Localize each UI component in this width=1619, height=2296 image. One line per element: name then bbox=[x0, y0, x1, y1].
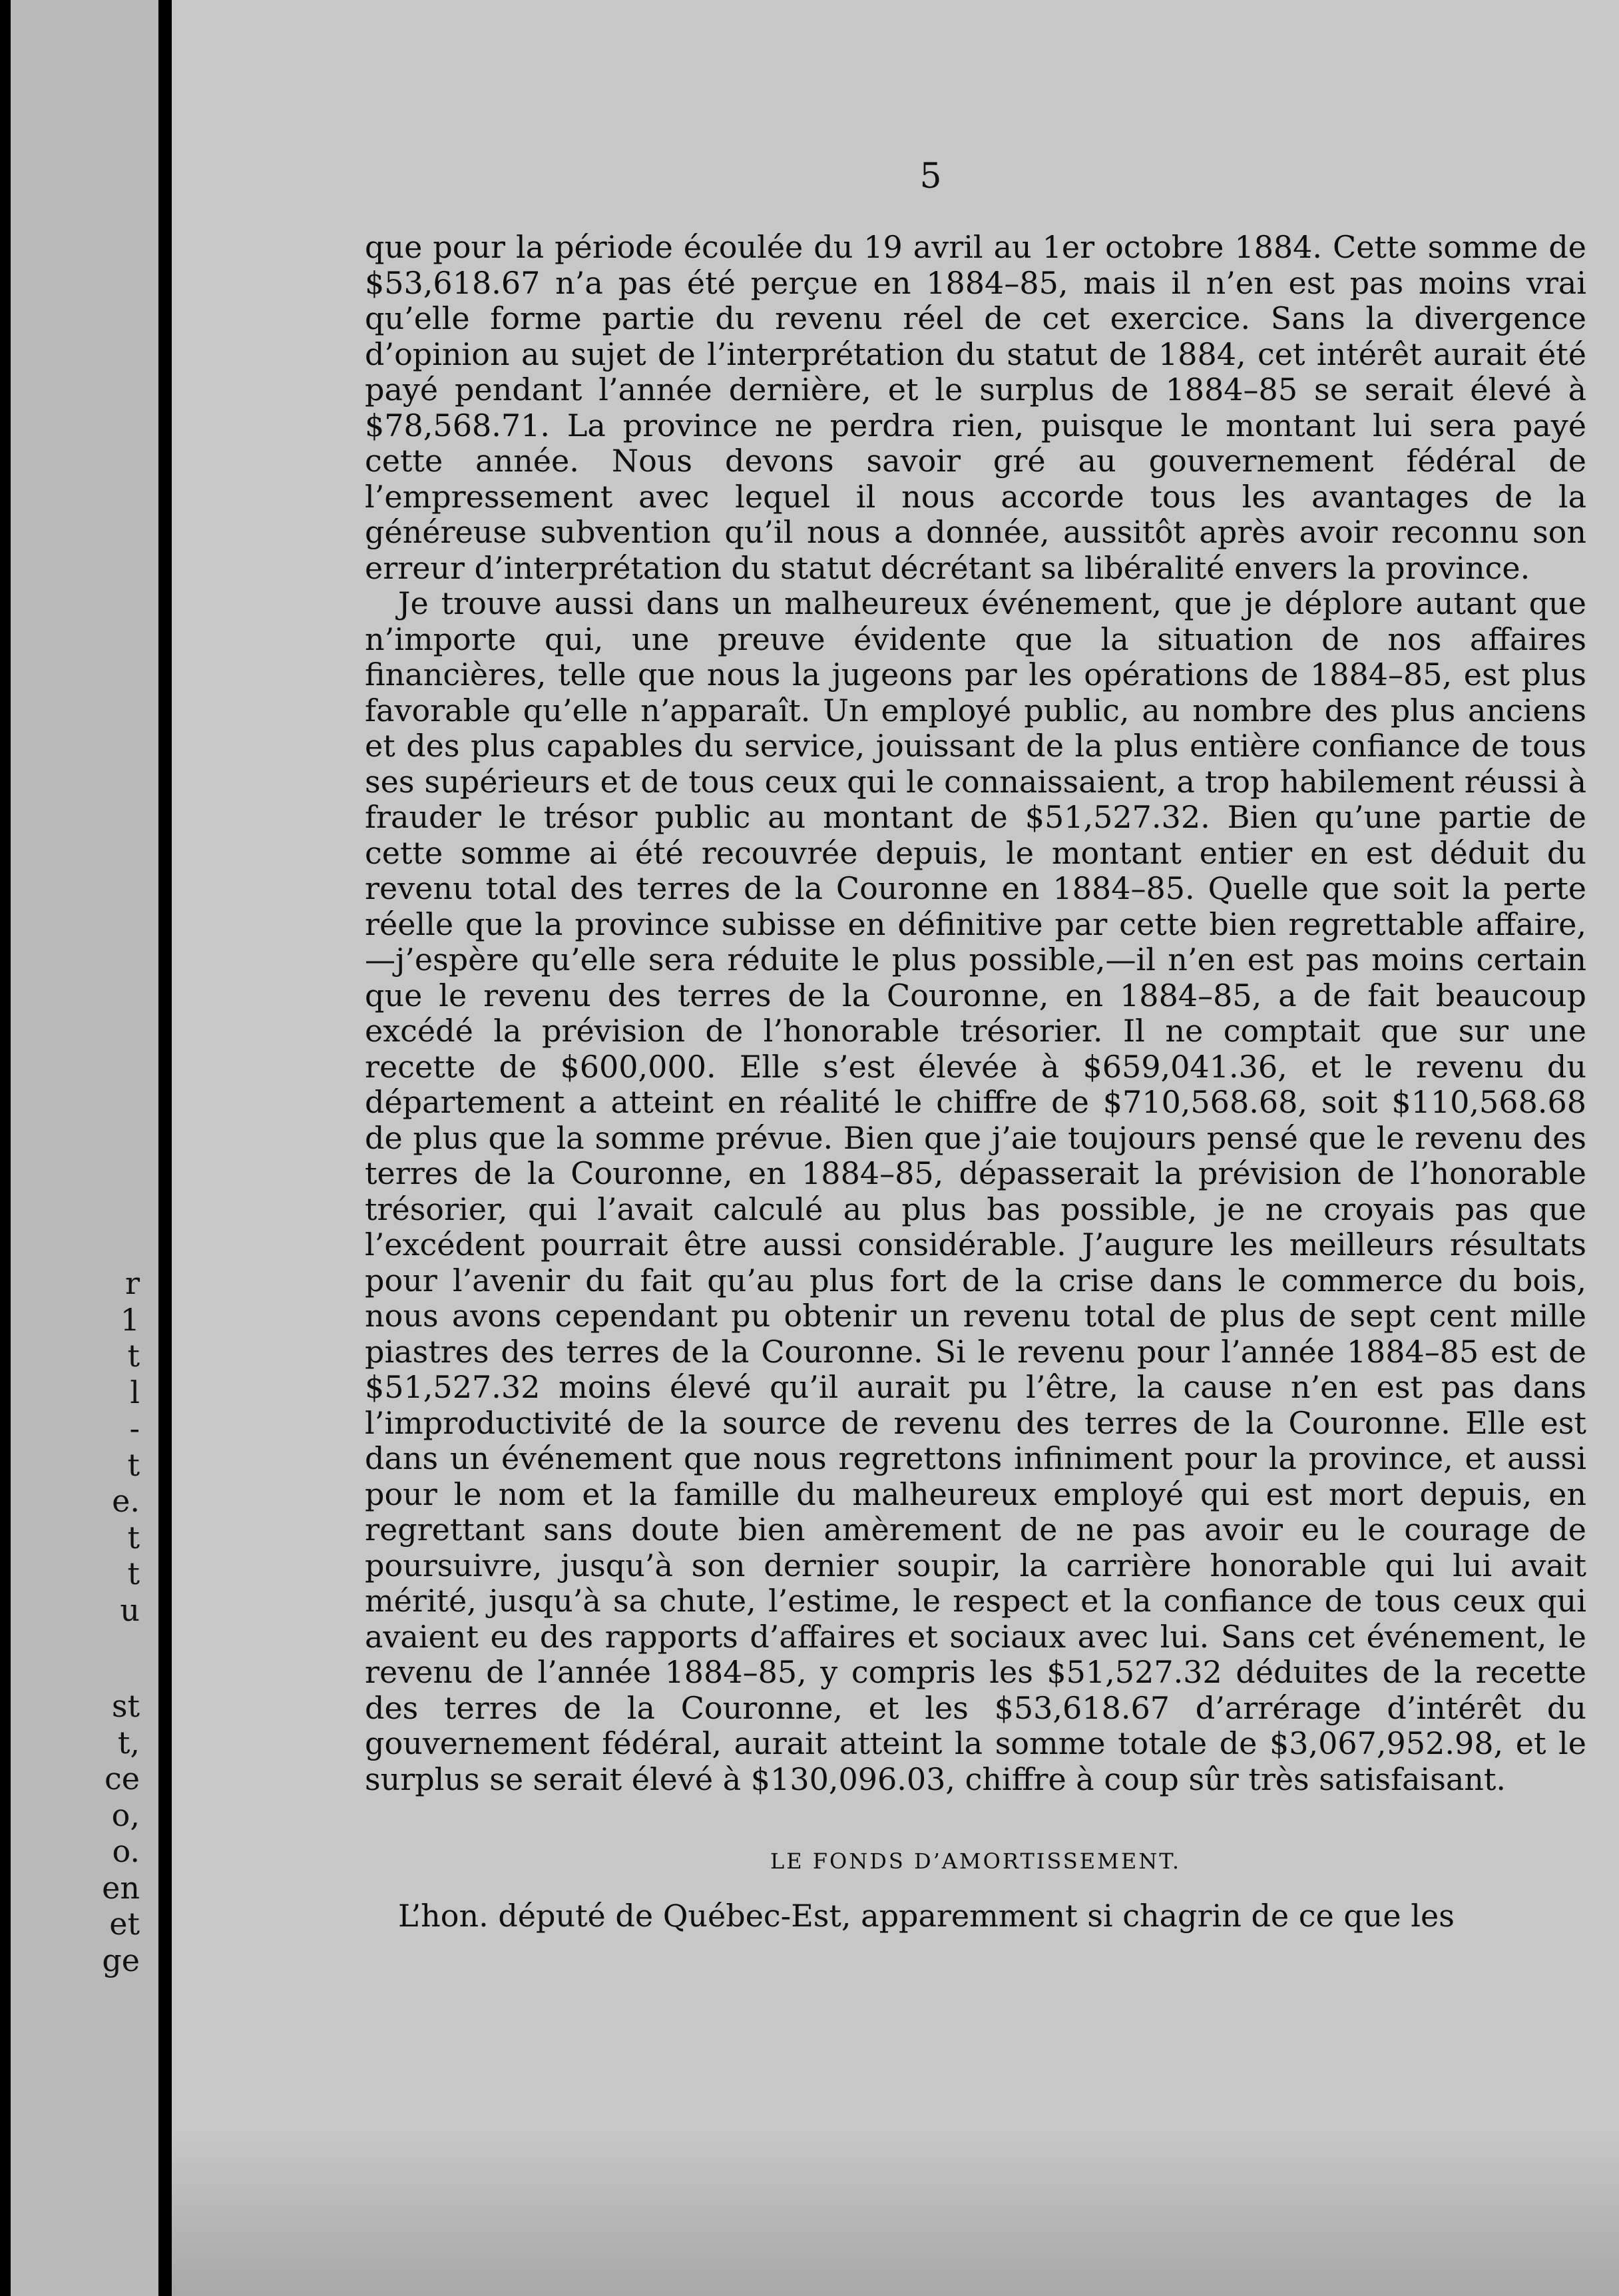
fragment: o, bbox=[111, 1797, 140, 1833]
fragment: t bbox=[127, 1519, 140, 1556]
fragment: t bbox=[127, 1338, 140, 1374]
page-number: 5 bbox=[919, 156, 942, 196]
fragment: e. bbox=[112, 1483, 140, 1519]
page-gutter bbox=[158, 0, 172, 2296]
fragment: ge bbox=[102, 1942, 140, 1978]
fragment: - bbox=[129, 1410, 140, 1446]
fragment-gap bbox=[12, 1628, 140, 1688]
fragment: t, bbox=[117, 1724, 140, 1761]
body-text bbox=[365, 230, 1586, 1934]
page-bottom-shadow bbox=[172, 2130, 1619, 2296]
paragraph-continued: que pour la période écoulée du 19 avril au 1er octobre 1884. Cette somme de $53,618.67 n’a pas été perçue en 1884–85, mais il n’en est pas moins vrai qu’elle forme partie du revenu réel de cet exercice. Sans la divergence d’opinion au sujet de l’interprétation du statut de 1884, cet intérêt aurait été payé pendant l’année dernière, et le surplus de 1884–85 se serait élevé à $78,568.71. La province ne perdra rien, puisque le montant lui sera payé cette année. Nous devons savoir gré au gouvernement fédéral de l’empressement avec lequel il nous accorde tous les avantages de la généreuse subvention qu’il nous a donnée, aussitôt après avoir reconnu son erreur d’interprétation du statut décrétant sa libéralité envers la province. bbox=[365, 229, 1586, 586]
previous-page-strip bbox=[0, 0, 158, 2296]
fragment: l bbox=[130, 1374, 140, 1410]
fragment: 1 bbox=[120, 1301, 140, 1338]
previous-page-fragments bbox=[12, 1265, 152, 1978]
paragraph: Je trouve aussi dans un malheureux événement, que je déplore autant que n’importe qui, une preuve évidente que la situation de nos affaires financières, telle que nous la jugeons par les opérations de 1884–85, est plus favorable qu’elle n’apparaît. Un employé public, au nombre des plus anciens et des plus capables du service, jouissant de la plus entière confiance de tous ses supérieurs et de tous ceux qui le connaissaient, a trop habilement réussi à frauder le trésor public au montant de $51,527.32. Bien qu’une partie de cette somme ai été recouvrée depuis, le montant entier en est déduit du revenu total des terres de la Couronne en 1884–85. Quelle que soit la perte réelle que la province subisse en définitive par cette bien regrettable affaire,—j’espère qu’elle sera réduite le plus possible,—il n’en est pas moins certain que le revenu des terres de la Couronne, en 1884–85, a de fait beaucoup excédé la prévision de l’honorable trésorier. Il ne comptait que sur une recette de $600,000. Elle s’est élevée à $659,041.36, et le revenu du département a atteint en réalité le chiffre de $710,568.68, soit $110,568.68 de plus que la somme prévue. Bien que j’aie toujours pensé que le revenu des terres de la Couronne, en 1884–85, dépasserait la prévision de l’honorable trésorier, qui l’avait calculé au plus bas possible, je ne croyais pas que l’excédent pourrait être aussi considérable. J’augure les meilleurs résultats pour l’avenir du fait qu’au plus fort de la crise dans le commerce du bois, nous avons cependant pu obtenir un revenu total de plus de sept cent mille piastres des terres de la Couronne. Si le revenu pour l’année 1884–85 est de $51,527.32 moins élevé qu’il aurait pu l’être, la cause n’en est pas dans l’improductivité de la source de revenu des terres de la Couronne. Elle est dans un événement que nous regrettons infiniment pour la province, et aussi pour le nom et la famille du malheureux employé qui est mort depuis, en regrettant sans doute bien amèrement de ne pas avoir eu le courage de poursuivre, jusqu’à son dernier soupir, la carrière honorable qui lui avait mérité, jusqu’à sa chute, l’estime, le respect et la confiance de tous ceux qui avaient eu des rapports d’affaires et sociaux avec lui. Sans cet événement, le revenu de l’année 1884–85, y compris les $51,527.32 déduites de la recette des terres de la Couronne, et les $53,618.67 d’arrérage d’intérêt du gouvernement fédéral, aurait atteint la somme totale de $3,067,952.98, et le surplus se serait élevé à $130,096.03, chiffre à coup sûr très satisfaisant. bbox=[365, 585, 1586, 1797]
fragment: r bbox=[125, 1265, 140, 1301]
paragraph-closing-line: L’hon. député de Québec-Est, apparemment si chagrin de ce que les bbox=[398, 1898, 1455, 1934]
fragment: st bbox=[111, 1688, 140, 1724]
fragment: t bbox=[127, 1446, 140, 1483]
fragment: t bbox=[127, 1556, 140, 1591]
document-page bbox=[172, 0, 1619, 2296]
scan-edge bbox=[0, 0, 11, 2296]
fragment: ce bbox=[105, 1761, 140, 1797]
fragment: et bbox=[109, 1906, 140, 1942]
section-heading: LE FONDS D’AMORTISSEMENT. bbox=[770, 1849, 1181, 1874]
fragment: o. bbox=[112, 1833, 140, 1869]
fragment: en bbox=[102, 1869, 140, 1906]
fragment: u bbox=[120, 1591, 140, 1628]
